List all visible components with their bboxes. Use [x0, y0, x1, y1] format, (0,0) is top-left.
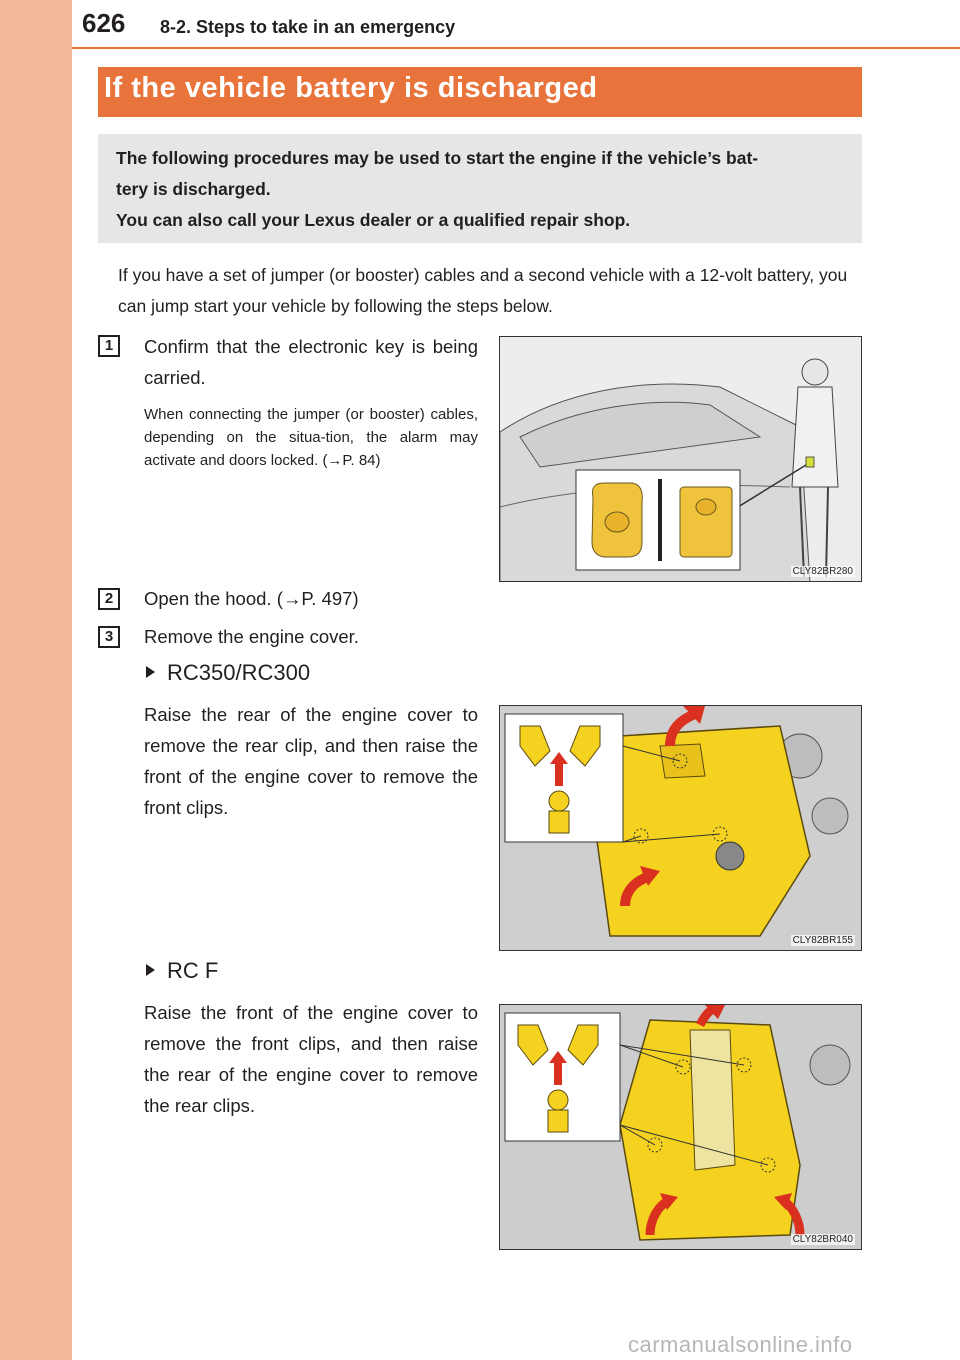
figure-code: CLY82BR040: [792, 1234, 853, 1245]
step-3-text: Remove the engine cover.: [144, 626, 359, 647]
variant-rc350-text: Raise the rear of the engine cover to remove the rear clip, and then raise the front of the engine cover to remove the front clips.: [144, 704, 478, 818]
figure-code: CLY82BR280: [792, 566, 853, 577]
car-and-key-illustration: [500, 337, 862, 582]
intro-line: You can also call your Lexus dealer or a qualified repair shop.: [116, 210, 631, 230]
intro-line: The following procedures may be used to start the engine if the vehicle’s bat-: [116, 148, 759, 168]
step-1-text: Confirm that the electronic key is being carried.: [144, 336, 478, 388]
intro-text: [116, 143, 846, 236]
figure-code: CLY82BR155: [792, 935, 853, 946]
engine-cover-illustration-rc350: [500, 706, 862, 951]
figure-rc350-engine-cover: [499, 705, 862, 951]
triangle-bullet-icon: [146, 666, 155, 678]
step-3-number: 3: [98, 626, 120, 648]
jump-start-paragraph: If you have a set of jumper (or booster) cables and a second vehicle with a 12-volt battery, you can jump start your vehicle by following the steps below.: [118, 265, 848, 316]
watermark: carmanualsonline.info: [628, 1332, 853, 1357]
variant-label: RC F: [167, 958, 219, 983]
header-divider: [72, 47, 960, 49]
step-1-note: When connecting the jumper (or booster) cables, depending on the situa-tion, the alarm may activate and doors locked. (→P. 84): [144, 406, 478, 469]
step-2-text: Open the hood. (→P. 497): [144, 588, 359, 609]
engine-cover-illustration-rcf: [500, 1005, 862, 1250]
step-2-number: 2: [98, 588, 120, 610]
step-1-number: 1: [98, 335, 120, 357]
triangle-bullet-icon: [146, 964, 155, 976]
variant-rcf-text: Raise the front of the engine cover to remove the front clips, and then raise the rear of the engine cover to remove the rear clips.: [144, 1002, 478, 1116]
variant-heading-rcf: [146, 958, 218, 984]
intro-line: tery is discharged.: [116, 179, 271, 199]
page-number: 626: [82, 8, 126, 38]
variant-heading-rc350: [146, 660, 310, 686]
variant-label: RC350/RC300: [167, 660, 311, 685]
figure-key-check: [499, 336, 862, 582]
page-title: If the vehicle battery is discharged: [104, 72, 598, 104]
figure-rcf-engine-cover: [499, 1004, 862, 1250]
section-title: 8-2. Steps to take in an emergency: [160, 17, 456, 37]
page-side-strip: [0, 0, 72, 1360]
